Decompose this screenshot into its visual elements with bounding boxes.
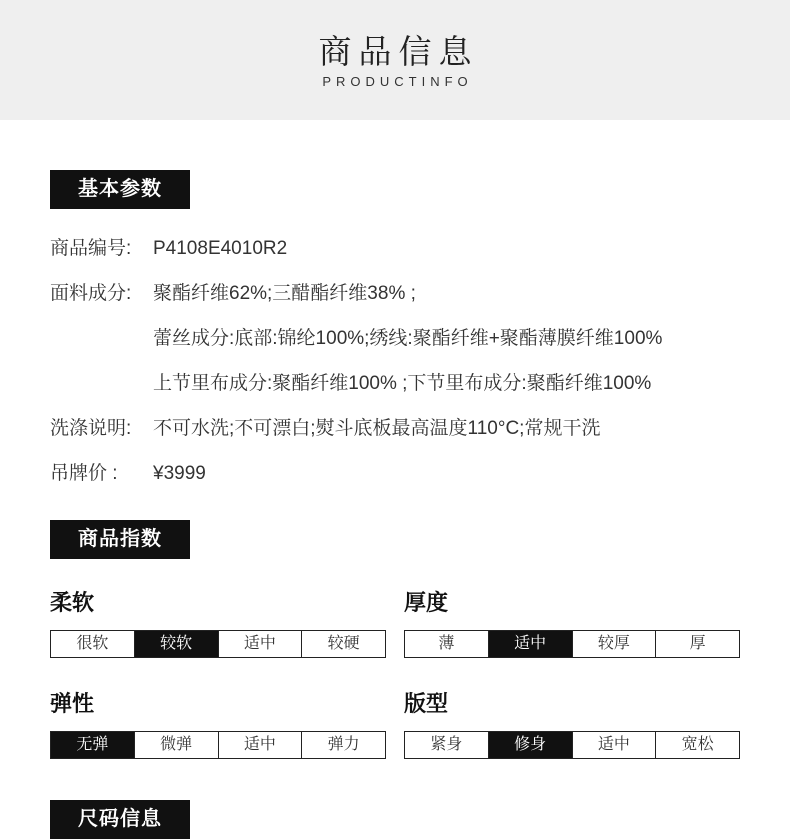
param-label: 吊牌价 : [50, 463, 118, 484]
product-info-header [0, 0, 790, 120]
scale-option: 厚 [655, 631, 739, 657]
param-row-wash [50, 417, 131, 441]
param-value-fabric: 聚酯纤维62%;三醋酯纤维38% ; [153, 283, 416, 304]
index-title-softness: 柔软 [50, 590, 95, 615]
scale-option: 修身 [488, 732, 572, 758]
thickness-scale [404, 630, 740, 658]
param-value-wash: 不可水洗;不可漂白;熨斗底板最高温度110°C;常规干洗 [153, 418, 601, 439]
param-label: 商品编号: [50, 238, 132, 259]
fit-scale [404, 731, 740, 759]
scale-option: 微弹 [134, 732, 218, 758]
param-row-fabric [50, 282, 131, 306]
param-label: 洗涤说明: [50, 418, 132, 439]
scale-option: 宽松 [655, 732, 739, 758]
scale-option: 较软 [134, 631, 218, 657]
scale-option: 较厚 [572, 631, 656, 657]
param-row-price [50, 462, 118, 486]
section-tag-basic: 基本参数 [50, 170, 190, 209]
index-title-fit: 版型 [404, 691, 449, 716]
param-value-price: ¥3999 [153, 463, 206, 484]
scale-option: 适中 [218, 732, 302, 758]
param-value-code: P4108E4010R2 [153, 238, 288, 259]
index-title-thickness: 厚度 [404, 590, 449, 615]
param-label: 面料成分: [50, 283, 132, 304]
param-value-lining: 上节里布成分:聚酯纤维100% ;下节里布成分:聚酯纤维100% [153, 373, 652, 394]
softness-scale [50, 630, 386, 658]
header-title: 商品信息 [318, 33, 479, 70]
section-tag-index: 商品指数 [50, 520, 190, 559]
header-subtitle: PRODUCTINFO [322, 74, 473, 89]
scale-option: 薄 [438, 635, 455, 652]
scale-option: 适中 [572, 732, 656, 758]
scale-option: 较硬 [301, 631, 385, 657]
scale-option: 紧身 [430, 736, 463, 753]
scale-option: 适中 [488, 631, 572, 657]
scale-option: 无弹 [51, 732, 134, 758]
scale-option: 适中 [218, 631, 302, 657]
elasticity-scale [50, 731, 386, 759]
scale-option: 很软 [76, 635, 109, 652]
param-value-lace: 蕾丝成分:底部:锦纶100%;绣线:聚酯纤维+聚酯薄膜纤维100% [153, 328, 663, 349]
scale-option: 弹力 [301, 732, 385, 758]
param-row-code [50, 237, 131, 261]
section-tag-size: 尺码信息 [50, 800, 190, 839]
index-title-elasticity: 弹性 [50, 691, 95, 716]
